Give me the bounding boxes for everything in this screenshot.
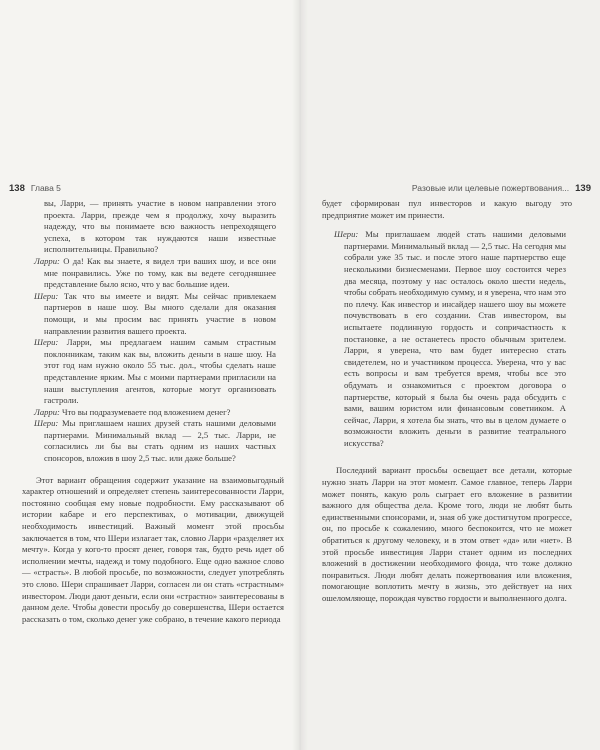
dialogue-intro: вы, Ларри, — принять участие в новом направлении этого проекта. Ларри, прежде чем я продолжу, хочу выразить надежду, что вы понимаете всю важность непреходящего успеха, в котором так нуждаются наши известные исполнительницы. Правильно? xyxy=(44,198,276,255)
right-text-column xyxy=(322,198,572,605)
running-head-title: Разовые или целевые пожертвования... xyxy=(411,183,570,193)
left-running-head xyxy=(9,183,61,197)
dialogue-line xyxy=(34,418,276,464)
dialogue-line xyxy=(34,337,276,407)
line-text: Так что вы имеете и видят. Мы сейчас привлекаем партнеров в наше шоу. Вы много сделали для оказания помощи, и мы просим вас принять участие в новом направлении развития вашего проекта. xyxy=(44,290,277,336)
left-text-column xyxy=(22,198,284,625)
dialogue-line xyxy=(34,256,276,291)
speaker: Ларри: xyxy=(34,255,60,266)
line-text: О да! Как вы знаете, я видел три ваших шоу, и все они мне понравились. Уже по тому, как вы ведете сегодняшнее представление было ясно, что у вас большие идеи. xyxy=(44,255,276,290)
body-paragraph: Этот вариант обращения содержит указание на взаимовыгодный характер отношений и определяет степень заинтересованности Ларри, постоянно сообщая ему новые подробности. Ему рассказывают об истории кабаре и его перспективах, о мотивации, движущей необходимость инвестиций. Важный момент этой просьбы заключается в том, что Шери излагает так, словно Ларри «разделяет их мечту». Когда у кого-то просят денег, говоря так, будто речь идет об исполнении мечты, надежд и тому подобного. Еще одно важное слово — «страсть». В любой просьбе, по возможности, следует употреблять это слово. Шери спрашивает Ларри, согласен ли он стать «страстным» инвестором. Люди дают деньги, если они «страстно» заинтересованы в данном деле. Чтобы довести просьбу до совершенства, Шери остается рассказать о том, сколько денег уже собрано, в течение какого периода xyxy=(22,474,284,624)
right-page-number: 139 xyxy=(575,183,591,194)
continuation-paragraph: будет сформирован пул инвесторов и какую выгоду это предприятие может им принести. xyxy=(322,198,572,220)
left-page-number: 138 xyxy=(9,183,25,194)
body-paragraph: Последний вариант просьбы освещает все детали, которые нужно знать Ларри на этот момент. Самое главное, теперь Ларри может понять, какую роль сыграет его вложение в развитии важного для общества дела. Кроме того, люди не любят быть единственными спонсорами, и, зная об уже достигнутом прогрессе, он, по просьбе к сожалению, много беспокоится, что не может обратиться к другому человеку, и в этом ответ «да» или «нет». В этой просьбе инвестиция Ларри станет одним из последних вложений в достижении необходимого фонда, что тоже должно понравиться. Люди любят делать пожертвования или вложения, помогающие воплотить мечту в жизнь, это действует на них ошеломляюще, порождая чувство гордости и выполненного долга. xyxy=(322,465,572,603)
right-running-head xyxy=(412,183,591,197)
speaker: Ларри: xyxy=(34,406,60,417)
line-text: Ларри, мы предлагаем нашим самым страстным поклонникам, таким как вы, вложить деньги в наше шоу. На этот год нам нужно около 55 тыс. дол., чтобы сделать наше представление ярким. Мы с моими партнерами пригласили на наши выступления агентов, которые могут организовать гастроли. xyxy=(44,337,276,406)
dialogue-line xyxy=(334,229,566,449)
dialogue-block-left xyxy=(22,256,284,465)
dialogue-block-right xyxy=(322,229,572,449)
speaker: Шери: xyxy=(34,418,59,429)
line-text: Что вы подразумеваете под вложением денег? xyxy=(62,406,231,417)
line-text: Мы приглашаем наших друзей стать нашими деловыми партнерами. Минимальный вклад — 2,5 тыс. Ларри, не согласились ли бы вы стать одним из наших частных спонсоров, вложив в шоу 2,5 тыс. или даже больше? xyxy=(44,418,276,464)
speaker: Шери: xyxy=(34,337,59,348)
speaker: Шери: xyxy=(334,229,359,240)
dialogue-line xyxy=(34,407,276,419)
dialogue-line xyxy=(34,291,276,337)
chapter-label: Глава 5 xyxy=(30,183,61,193)
speaker: Шери: xyxy=(34,290,59,301)
book-gutter xyxy=(292,0,308,750)
line-text: Мы приглашаем людей стать нашими деловыми партнерами. Минимальный вклад — 2,5 тыс. На сегодня мы собрали уже 35 тыс. и после этого наше партнерство еще несколькими бизнесменами. Первое шоу состоится через два месяца, поэтому у нас осталось около шести недель, чтобы собрать необходимую сумму, и я уверена, что нам это по плечу. Как инвестор и инсайдер нашего шоу вы можете почувствовать в его создании. Став инвестором, вы испытаете подлинную гордость и сопричастность к постановке, а не останетесь просто обычным зрителем. Ларри, я уверена, что вам будет интересно стать свидетелем, но и участником процесса. Уверена, что у вас есть вопросы и вам требуется время, чтобы все это обдумать и ознакомиться с проектом договора о партнерстве, который я была бы очень рада обсудить с вами, вашим юристом или финансовым советником. А сейчас, Ларри, я хотела бы знать, что вы в целом думаете о возможности вложить деньги в развитие театрального искусства? xyxy=(344,229,566,448)
